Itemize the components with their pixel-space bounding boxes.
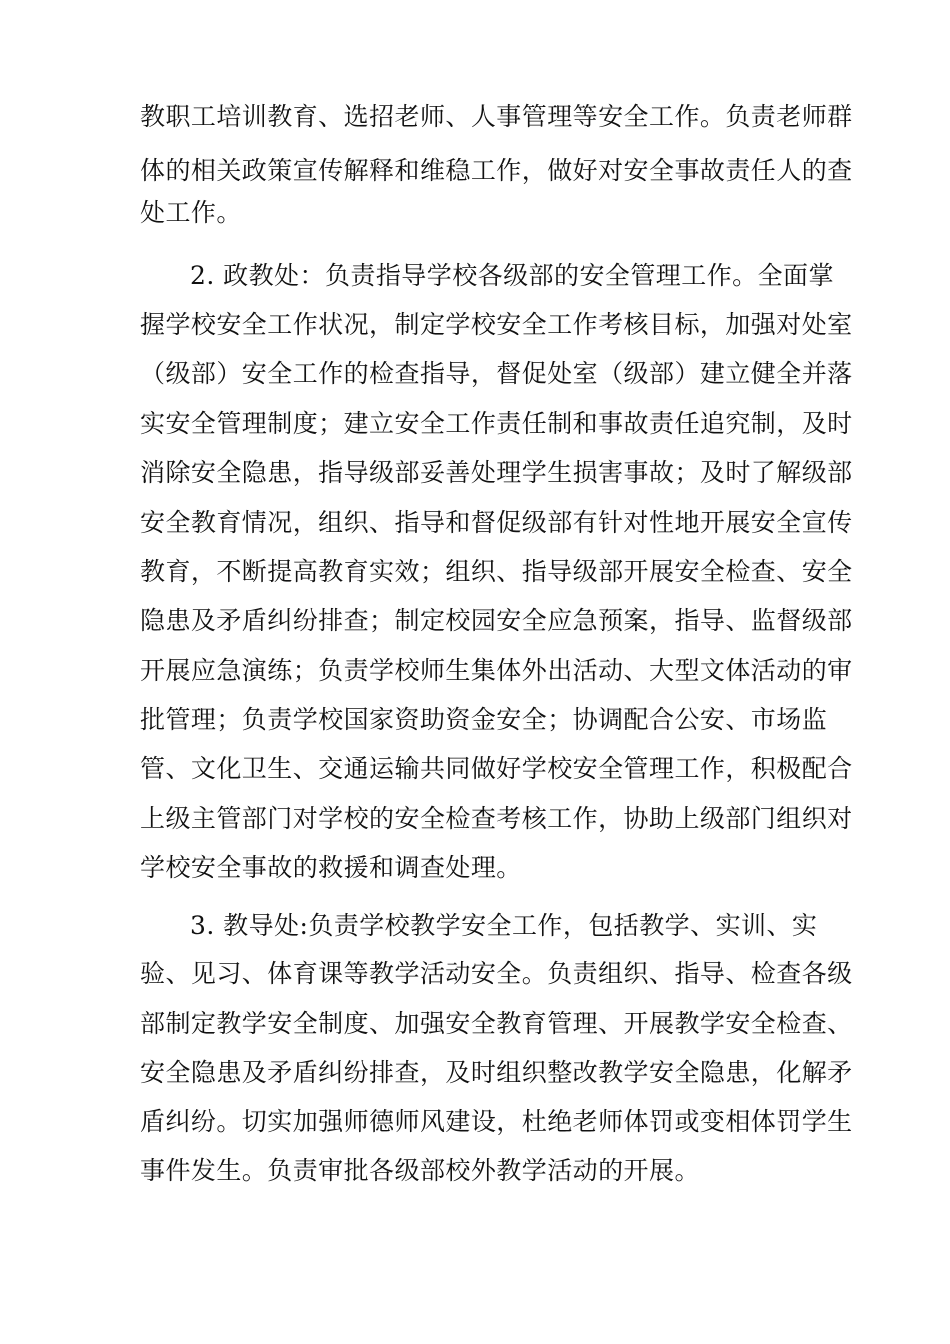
text-line: 握学校安全工作状况，制定学校安全工作考核目标，加强对处室 [140,310,853,339]
text-line: 体的相关政策宣传解释和维稳工作，做好对安全事故责任人的查 [140,156,853,185]
text-line: 隐患及矛盾纠纷排查；制定校园安全应急预案，指导、监督级部 [140,606,853,635]
text-line: 处工作。 [140,198,242,227]
text-line: 学校安全事故的救援和调查处理。 [140,853,522,882]
text-line: 安全隐患及矛盾纠纷排查，及时组织整改教学安全隐患，化解矛 [140,1058,853,1087]
text-line: 实安全管理制度；建立安全工作责任制和事故责任追究制，及时 [140,409,853,438]
text-line: 验、见习、体育课等教学活动安全。负责组织、指导、检查各级 [140,959,853,988]
text-line: （级部）安全工作的检查指导，督促处室（级部）建立健全并落 [140,359,853,388]
text-line: 事件发生。负责审批各级部校外教学活动的开展。 [140,1156,700,1185]
text-line: 开展应急演练；负责学校师生集体外出活动、大型文体活动的审 [140,656,853,685]
text-line: 安全教育情况，组织、指导和督促级部有针对性地开展安全宣传 [140,508,853,537]
text-line: 盾纠纷。切实加强师德师风建设，杜绝老师体罚或变相体罚学生 [140,1107,853,1136]
text-line: 部制定教学安全制度、加强安全教育管理、开展教学安全检查、 [140,1009,853,1038]
text-line: 教职工培训教育、选招老师、人事管理等安全工作。负责老师群 [140,102,853,131]
text-line: 管、文化卫生、交通运输共同做好学校安全管理工作，积极配合 [140,754,853,783]
text-line: 上级主管部门对学校的安全检查考核工作，协助上级部门组织对 [140,804,853,833]
text-line: 教育，不断提高教育实效；组织、指导级部开展安全检查、安全 [140,557,853,586]
paragraph-2-heading-line: 2. 政教处：负责指导学校各级部的安全管理工作。全面掌 [190,261,834,290]
text-line: 消除安全隐患，指导级部妥善处理学生损害事故；及时了解级部 [140,458,853,487]
text-line: 批管理；负责学校国家资助资金安全；协调配合公安、市场监 [140,705,828,734]
paragraph-3-heading-line: 3. 教导处:负责学校教学安全工作，包括教学、实训、实 [190,911,818,940]
